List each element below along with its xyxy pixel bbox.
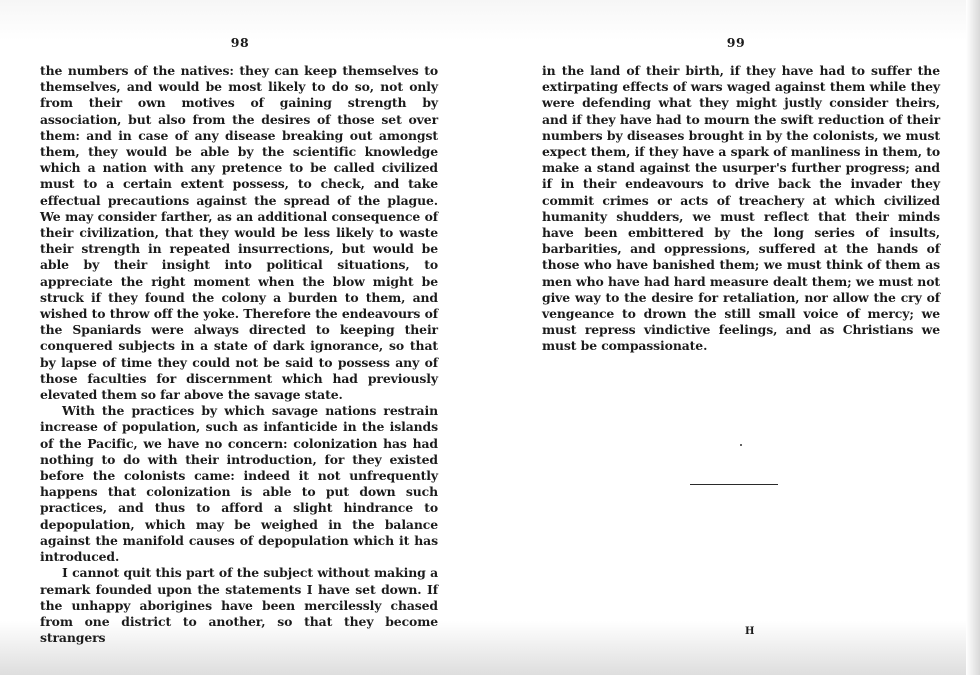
right-page-text — [542, 63, 940, 355]
page-edge-shadow — [966, 0, 980, 675]
left-paragraph-1: the numbers of the natives: they can keep themselves to themselves, and would be most likely to do so, not only from their own motives of gaining strength by association, but also from the desires of those set over them: and in case of any disease breaking out amongst them, they would be able by the scientific knowledge which a nation with any pretence to be called civilized must to a certain extent possess, to check, and take effectual precautions against the spread of the plague. We may consider farther, as an additional consequence of their civilization, that they would be less likely to waste their strength in repeated insurrections, but would be able by their insight into political situations, to appreciate the right moment when the blow might be struck if they found the colony a burden to them, and wished to throw off the yoke. Therefore the endeavours of the Spaniards were always directed to keeping their conquered subjects in a state of dark ignorance, so that by lapse of time they could not be said to possess any of those faculties for discernment which had previously elevated them so far above the savage state. — [40, 63, 438, 403]
signature-mark: H — [745, 626, 755, 637]
left-paragraph-2: With the practices by which savage nations restrain increase of population, such as infanticide in the islands of the Pacific, we have no concern: colonization has had nothing to do with their introduction, for they existed before the colonists came: indeed it not unfrequently happens that colonization is able to put down such practices, and thus to afford a slight hindrance to depopulation, which may be weighed in the balance against the manifold causes of depopulation which it has introduced. — [40, 403, 438, 565]
right-page-number: 99 — [726, 35, 746, 50]
left-paragraph-3: I cannot quit this part of the subject without making a remark founded upon the statements I have set down. If the unhappy aborigines have been mercilessly chased from one district to another, so that they become strangers — [40, 565, 438, 646]
right-paragraph-1: in the land of their birth, if they have had to suffer the extirpating effects of wars waged against them while they were defending what they might justly consider theirs, and if they have had to mourn the swift reduction of their numbers by diseases brought in by the colonists, we must expect them, if they have a spark of manliness in them, to make a stand against the usurper's further progress; and if in their endeavours to drive back the invader they commit crimes or acts of treachery at which civilized humanity shudders, we must reflect that their minds have been embittered by the long series of insults, barbarities, and oppressions, suffered at the hands of those who have banished them; we must think of them as men who have had hard measure dealt them; we must not give way to the desire for retaliation, nor allow the cry of vengeance to drown the still small voice of mercy; we must repress vindictive feelings, and as Christians we must be compassionate. — [542, 63, 940, 354]
section-end-rule — [690, 484, 778, 485]
left-page-number: 98 — [230, 35, 250, 50]
left-page-text — [40, 63, 438, 646]
stray-mark — [740, 444, 742, 446]
